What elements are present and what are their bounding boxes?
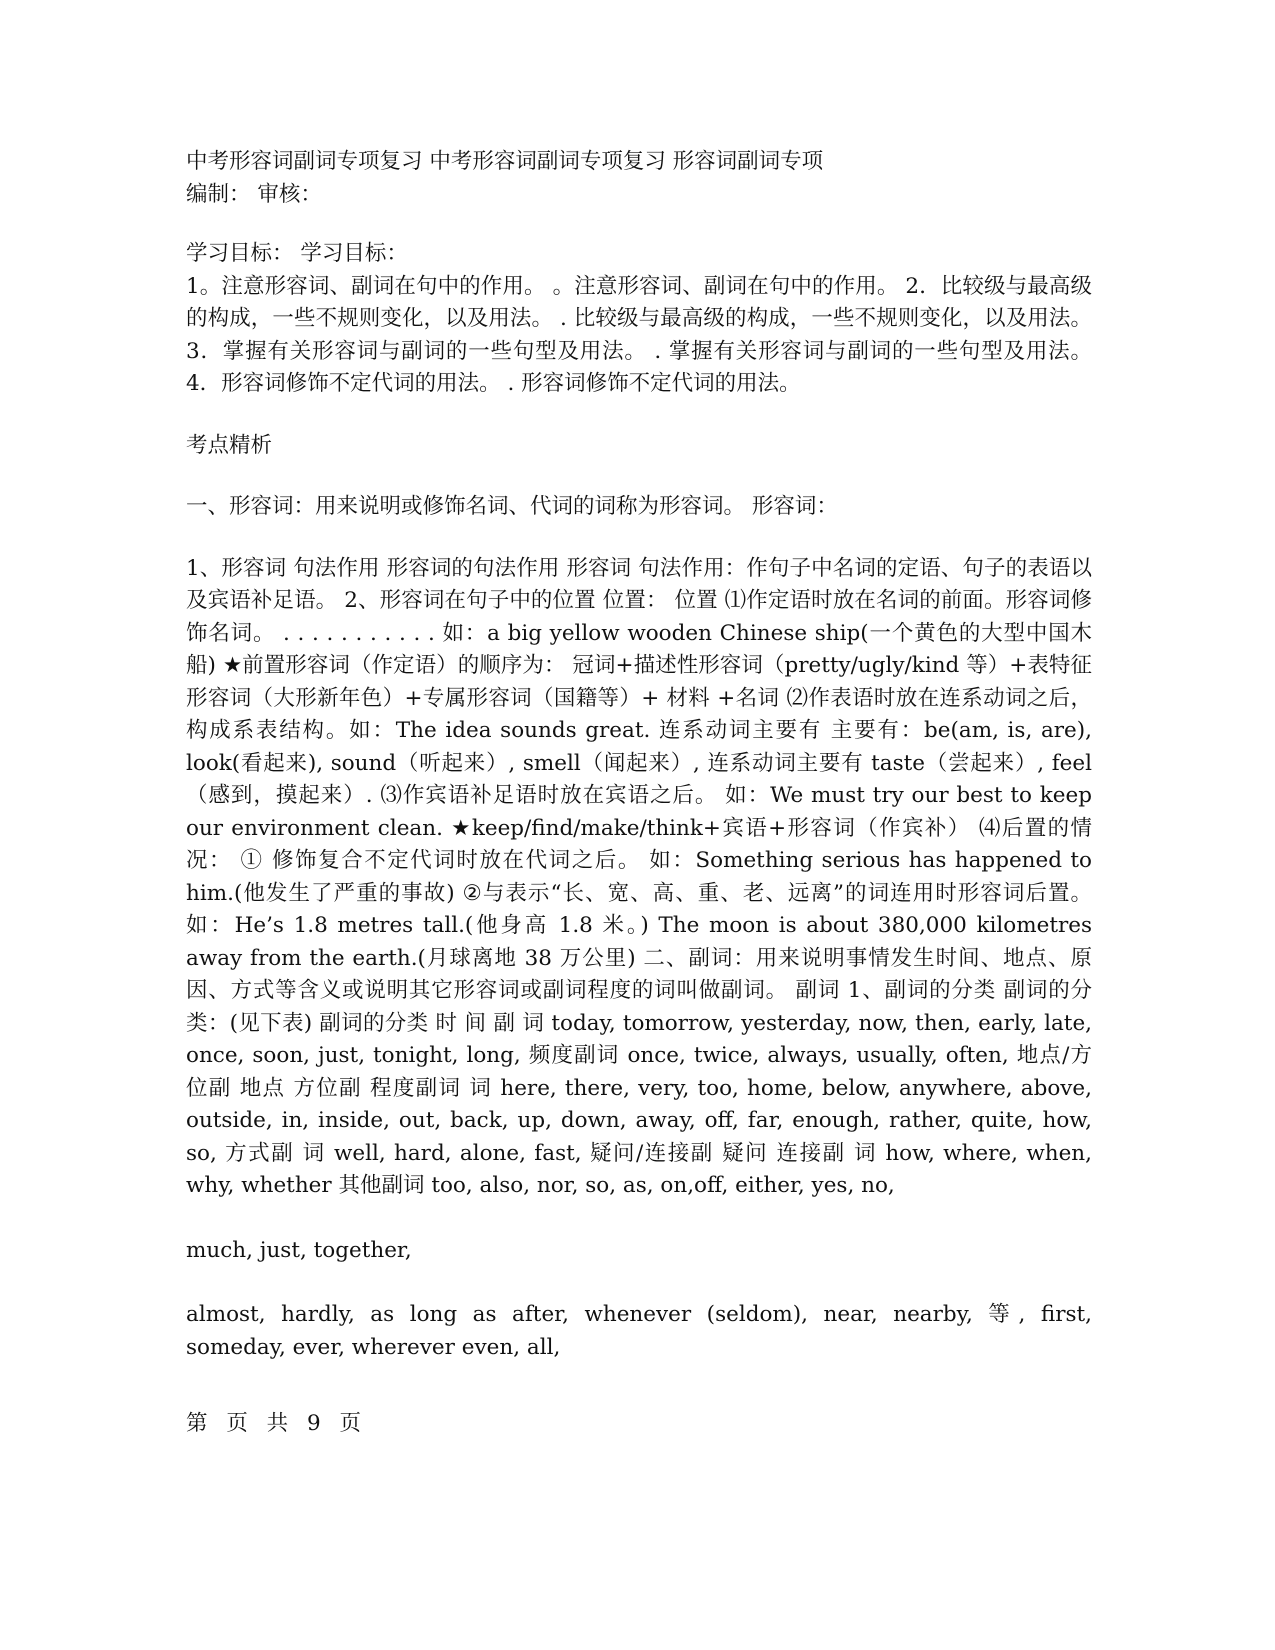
doc-title: 中考形容词副词专项复习 中考形容词副词专项复习 形容词副词专项: [186, 149, 824, 174]
editor-line: 编制： 审核：: [186, 181, 322, 207]
document-page: [186, 146, 1092, 1364]
goals-text: 1。注意形容词、副词在句中的作用。 。注意形容词、副词在句中的作用。 2．比较级与最高级的构成，一些不规则变化，以及用法。 . 比较级与最高级的构成，一些不规则变化，以及用法。 3．掌握有关形容词与副词的一些句型及用法。 . 掌握有关形容词与副词的一些句型及用法。 4．形容词修饰不定代词的用法。 . 形容词修饰不定代词的用法。: [186, 273, 1092, 396]
section-heading: 考点精析: [186, 432, 273, 458]
adverb-list-almost: almost, hardly, as long as after, whenever (seldom), near, nearby, 等, first, someday, ever, wherever even, all,: [186, 1302, 1092, 1360]
adjective-definition: 一、形容词：用来说明或修饰名词、代词的词称为形容词。 形容词：: [186, 494, 838, 519]
adverb-list-much: much, just, together,: [186, 1237, 412, 1263]
page-footer: 第 页 共 9 页: [186, 1411, 368, 1436]
goals-heading: 学习目标： 学习目标：: [186, 241, 408, 266]
main-paragraph: 1、形容词 句法作用 形容词的句法作用 形容词 句法作用：作句子中名词的定语、句子的表语以及宾语补足语。 2、形容词在句子中的位置 位置： 位置 ⑴作定语时放在名词的前面。形容词修饰名词。 . . . . . . . . . . . 如：a big yellow wooden Chinese ship(一个黄色的大型中国木船) ★前置形容词（作定语）的顺序为： 冠词+描述性形容词（pretty/ugly/kind 等）+表特征形容词（大形新年色）+专属形容词（国籍等）+ 材料 +名词 ⑵作表语时放在连系动词之后，构成系表结构。如：The idea sounds great. 连系动词主要有 主要有：be(am, is, are), look(看起来), sound（听起来）, smell（闻起来）, 连系动词主要有 taste（尝起来）, feel（感到，摸起来）. ⑶作宾语补足语时放在宾语之后。 如：We must try our best to keep our environment clean. ★keep/find/make/think+宾语+形容词（作宾补） ⑷后置的情况： ① 修饰复合不定代词时放在代词之后。 如：Something serious has happened to him.(他发生了严重的事故) ②与表示“长、宽、高、重、老、远离”的词连用时形容词后置。 如：He’s 1.8 metres tall.(他身高 1.8 米。) The moon is about 380,000 kilometres away from the earth.(月球离地 38 万公里) 二、副词：用来说明事情发生时间、地点、原因、方式等含义或说明其它形容词或副词程度的词叫做副词。 副词 1、副词的分类 副词的分类：(见下表) 副词的分类 时 间 副 词 today, tomorrow, yesterday, now, then, early, late, once, soon, just, tonight, long, 频度副词 once, twice, always, usually, often, 地点/方位副 地点 方位副 程度副词 词 here, there, very, too, home, below, anywhere, above, outside, in, inside, out, back, up, down, away, off, far, enough, rather, quite, how, so, 方式副 词 well, hard, alone, fast, 疑问/连接副 疑问 连接副 词 how, where, when, why, whether 其他副词 too, also, nor, so, as, on,off, either, yes, no,: [186, 555, 1092, 1198]
